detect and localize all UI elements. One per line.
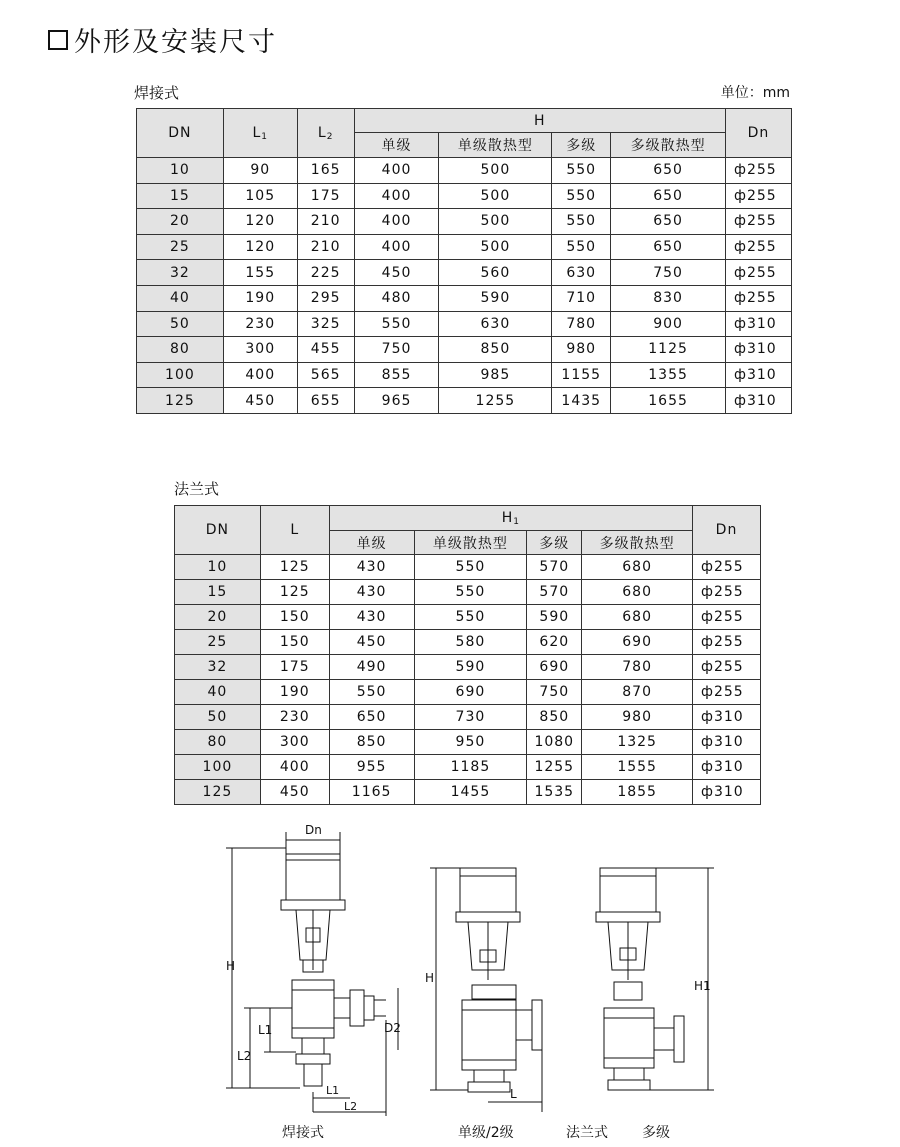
table-cell: ф255 bbox=[693, 555, 761, 580]
table-row bbox=[175, 780, 761, 805]
flanged-section-label: 法兰式 bbox=[174, 480, 220, 498]
table-cell: 190 bbox=[260, 680, 329, 705]
table-cell: ф255 bbox=[725, 234, 791, 260]
table-cell: ф255 bbox=[693, 680, 761, 705]
table-cell: 590 bbox=[439, 285, 552, 311]
col-header-single-cool: 单级散热型 bbox=[439, 133, 552, 158]
table-cell: 655 bbox=[297, 388, 354, 414]
table-cell: 1535 bbox=[527, 780, 582, 805]
table-cell: 980 bbox=[582, 705, 693, 730]
table-cell: 430 bbox=[329, 580, 414, 605]
table-cell: 100 bbox=[175, 755, 261, 780]
col-header-multi-cool: 多级散热型 bbox=[611, 133, 726, 158]
table-cell: 295 bbox=[297, 285, 354, 311]
table-cell: 550 bbox=[354, 311, 439, 337]
caption-single-2stage: 单级/2级 bbox=[458, 1125, 514, 1141]
dim-l1-label: L1 bbox=[258, 1023, 273, 1037]
table-cell: 570 bbox=[527, 555, 582, 580]
table-cell: 455 bbox=[297, 337, 354, 363]
table-cell: 450 bbox=[260, 780, 329, 805]
col-header-dn: DN bbox=[137, 109, 224, 158]
col-header-dn-diameter: Dn bbox=[725, 109, 791, 158]
table-cell: 750 bbox=[354, 337, 439, 363]
table-row bbox=[137, 311, 792, 337]
table-cell: 780 bbox=[582, 655, 693, 680]
table-cell: 400 bbox=[354, 158, 439, 184]
table-cell: ф255 bbox=[693, 580, 761, 605]
table-cell: 300 bbox=[260, 730, 329, 755]
table-cell: 680 bbox=[582, 580, 693, 605]
table-cell: 150 bbox=[260, 630, 329, 655]
table-cell: 680 bbox=[582, 555, 693, 580]
table-cell: ф255 bbox=[725, 209, 791, 235]
table-cell: 1555 bbox=[582, 755, 693, 780]
table-cell: 210 bbox=[297, 234, 354, 260]
table-cell: 590 bbox=[414, 655, 527, 680]
table-cell: 850 bbox=[527, 705, 582, 730]
table-cell: 690 bbox=[582, 630, 693, 655]
table-cell: 500 bbox=[439, 234, 552, 260]
checkbox-square-icon bbox=[48, 30, 68, 50]
table-cell: 1185 bbox=[414, 755, 527, 780]
table-row bbox=[175, 705, 761, 730]
dim-h-label-2: H bbox=[425, 971, 435, 985]
col-header-dn-diameter: Dn bbox=[693, 506, 761, 555]
table-cell: ф310 bbox=[725, 362, 791, 388]
table-cell: 500 bbox=[439, 158, 552, 184]
table-cell: 80 bbox=[175, 730, 261, 755]
table-cell: 955 bbox=[329, 755, 414, 780]
table-cell: 120 bbox=[223, 234, 297, 260]
table-cell: 1125 bbox=[611, 337, 726, 363]
table-cell: 1855 bbox=[582, 780, 693, 805]
table-cell: 40 bbox=[175, 680, 261, 705]
table-cell: 230 bbox=[223, 311, 297, 337]
table-cell: 985 bbox=[439, 362, 552, 388]
table-row bbox=[137, 260, 792, 286]
table-cell: 325 bbox=[297, 311, 354, 337]
col-header-multi: 多级 bbox=[527, 531, 582, 555]
col-header-single: 单级 bbox=[329, 531, 414, 555]
table-cell: 870 bbox=[582, 680, 693, 705]
table-cell: 850 bbox=[439, 337, 552, 363]
table-cell: 155 bbox=[223, 260, 297, 286]
table-cell: 10 bbox=[137, 158, 224, 184]
page-title-text: 外形及安装尺寸 bbox=[74, 27, 277, 58]
table-cell: 50 bbox=[175, 705, 261, 730]
table-cell: 650 bbox=[611, 183, 726, 209]
table-cell: 190 bbox=[223, 285, 297, 311]
table-cell: 210 bbox=[297, 209, 354, 235]
table-cell: ф310 bbox=[725, 388, 791, 414]
table-cell: 90 bbox=[223, 158, 297, 184]
welded-dimension-table bbox=[136, 108, 792, 414]
table-cell: ф310 bbox=[693, 705, 761, 730]
table-cell: 730 bbox=[414, 705, 527, 730]
table-cell: 680 bbox=[582, 605, 693, 630]
table-cell: ф255 bbox=[693, 655, 761, 680]
table-cell: ф255 bbox=[725, 285, 791, 311]
welded-valve-drawing bbox=[226, 823, 401, 1116]
table-cell: ф310 bbox=[693, 730, 761, 755]
table-cell: 1355 bbox=[611, 362, 726, 388]
table-cell: 1080 bbox=[527, 730, 582, 755]
table-cell: 400 bbox=[223, 362, 297, 388]
table-cell: 125 bbox=[260, 555, 329, 580]
page-title bbox=[48, 20, 277, 59]
table-row bbox=[175, 555, 761, 580]
table-cell: 550 bbox=[552, 234, 611, 260]
table-row bbox=[137, 209, 792, 235]
table-cell: ф310 bbox=[693, 755, 761, 780]
table-cell: 125 bbox=[175, 780, 261, 805]
table-cell: 400 bbox=[354, 183, 439, 209]
table-cell: 630 bbox=[439, 311, 552, 337]
table-cell: 10 bbox=[175, 555, 261, 580]
table-cell: 430 bbox=[329, 605, 414, 630]
col-header-multi: 多级 bbox=[552, 133, 611, 158]
table-cell: ф310 bbox=[725, 337, 791, 363]
table-cell: 175 bbox=[260, 655, 329, 680]
table-cell: 560 bbox=[439, 260, 552, 286]
table-cell: 500 bbox=[439, 183, 552, 209]
table-cell: 780 bbox=[552, 311, 611, 337]
col-header-l2: $L_2$ bbox=[297, 109, 354, 158]
table-cell: 1455 bbox=[414, 780, 527, 805]
table-cell: 630 bbox=[552, 260, 611, 286]
table-cell: 965 bbox=[354, 388, 439, 414]
table-cell: 855 bbox=[354, 362, 439, 388]
table-cell: 490 bbox=[329, 655, 414, 680]
table-row bbox=[137, 362, 792, 388]
table-cell: 650 bbox=[329, 705, 414, 730]
table-cell: 125 bbox=[260, 580, 329, 605]
table-cell: 690 bbox=[414, 680, 527, 705]
col-header-dn: DN bbox=[175, 506, 261, 555]
table-cell: 450 bbox=[354, 260, 439, 286]
table-cell: 500 bbox=[439, 209, 552, 235]
dim-d2-label: D2 bbox=[384, 1021, 401, 1035]
table-cell: 620 bbox=[527, 630, 582, 655]
table-cell: ф255 bbox=[725, 260, 791, 286]
table-cell: 400 bbox=[354, 209, 439, 235]
dim-h1-label: H1 bbox=[694, 979, 711, 993]
table-cell: 20 bbox=[175, 605, 261, 630]
table-cell: ф255 bbox=[693, 605, 761, 630]
table-row bbox=[175, 730, 761, 755]
table-row bbox=[137, 183, 792, 209]
table-cell: 32 bbox=[175, 655, 261, 680]
table-cell: 100 bbox=[137, 362, 224, 388]
table-row bbox=[175, 680, 761, 705]
welded-section-label: 焊接式 bbox=[134, 84, 180, 102]
table-cell: 550 bbox=[552, 158, 611, 184]
caption-multi: 多级 bbox=[642, 1125, 670, 1141]
table-row bbox=[137, 388, 792, 414]
valve-dimension-drawing bbox=[0, 820, 900, 1147]
table-cell: 750 bbox=[611, 260, 726, 286]
table-cell: 150 bbox=[260, 605, 329, 630]
table-cell: 165 bbox=[297, 158, 354, 184]
table-row bbox=[137, 158, 792, 184]
table-cell: 125 bbox=[137, 388, 224, 414]
table-cell: 1655 bbox=[611, 388, 726, 414]
table-cell: 750 bbox=[527, 680, 582, 705]
table-row bbox=[137, 285, 792, 311]
dim-dn-label: Dn bbox=[305, 823, 322, 837]
table-row bbox=[175, 605, 761, 630]
table-cell: 25 bbox=[175, 630, 261, 655]
caption-flanged: 法兰式 bbox=[566, 1125, 608, 1141]
table-cell: 550 bbox=[414, 555, 527, 580]
table-cell: 1255 bbox=[527, 755, 582, 780]
table-cell: 550 bbox=[329, 680, 414, 705]
table-cell: 950 bbox=[414, 730, 527, 755]
table-cell: 400 bbox=[260, 755, 329, 780]
table-cell: 690 bbox=[527, 655, 582, 680]
dim-h-label: H bbox=[226, 959, 236, 973]
table-cell: 450 bbox=[223, 388, 297, 414]
table-cell: 580 bbox=[414, 630, 527, 655]
table-cell: 105 bbox=[223, 183, 297, 209]
table-cell: 225 bbox=[297, 260, 354, 286]
dim-l2-label: L2 bbox=[237, 1049, 252, 1063]
table-cell: 1325 bbox=[582, 730, 693, 755]
table-cell: 1165 bbox=[329, 780, 414, 805]
dim-l-label: L bbox=[510, 1087, 517, 1101]
table-cell: 120 bbox=[223, 209, 297, 235]
unit-label: 单位：mm bbox=[720, 85, 790, 101]
table-cell: 570 bbox=[527, 580, 582, 605]
col-header-single-cool: 单级散热型 bbox=[414, 531, 527, 555]
table-cell: ф255 bbox=[725, 183, 791, 209]
table-cell: 850 bbox=[329, 730, 414, 755]
table-cell: 32 bbox=[137, 260, 224, 286]
table-cell: 300 bbox=[223, 337, 297, 363]
multi-stage-valve-drawing bbox=[596, 868, 714, 1090]
table-cell: ф310 bbox=[693, 780, 761, 805]
col-header-h: H bbox=[354, 109, 725, 133]
table-cell: 1155 bbox=[552, 362, 611, 388]
col-header-multi-cool: 多级散热型 bbox=[582, 531, 693, 555]
table-cell: 175 bbox=[297, 183, 354, 209]
col-header-l: L bbox=[260, 506, 329, 555]
table-cell: 650 bbox=[611, 234, 726, 260]
table-cell: 550 bbox=[552, 183, 611, 209]
table-cell: 650 bbox=[611, 158, 726, 184]
table-cell: 550 bbox=[414, 580, 527, 605]
table-cell: 1255 bbox=[439, 388, 552, 414]
table-cell: 15 bbox=[137, 183, 224, 209]
table-cell: 980 bbox=[552, 337, 611, 363]
table-row bbox=[175, 580, 761, 605]
single-stage-valve-drawing bbox=[425, 868, 542, 1112]
table-cell: 1435 bbox=[552, 388, 611, 414]
table-row bbox=[175, 655, 761, 680]
table-cell: 80 bbox=[137, 337, 224, 363]
dim-bottom-l2-label: L2 bbox=[344, 1100, 358, 1113]
table-cell: 15 bbox=[175, 580, 261, 605]
table-row bbox=[137, 234, 792, 260]
table-cell: 830 bbox=[611, 285, 726, 311]
table-cell: 650 bbox=[611, 209, 726, 235]
table-cell: 480 bbox=[354, 285, 439, 311]
table-cell: 710 bbox=[552, 285, 611, 311]
table-cell: 450 bbox=[329, 630, 414, 655]
table-row bbox=[137, 337, 792, 363]
table-cell: 50 bbox=[137, 311, 224, 337]
table-cell: 565 bbox=[297, 362, 354, 388]
table-cell: 40 bbox=[137, 285, 224, 311]
col-header-h1: $H_1$ bbox=[329, 506, 692, 531]
table-cell: 550 bbox=[552, 209, 611, 235]
table-cell: ф255 bbox=[693, 630, 761, 655]
table-cell: ф255 bbox=[725, 158, 791, 184]
table-cell: 25 bbox=[137, 234, 224, 260]
table-cell: 550 bbox=[414, 605, 527, 630]
dim-bottom-l1-label: L1 bbox=[326, 1084, 340, 1097]
table-cell: ф310 bbox=[725, 311, 791, 337]
flanged-dimension-table bbox=[174, 505, 761, 805]
table-cell: 230 bbox=[260, 705, 329, 730]
table-cell: 400 bbox=[354, 234, 439, 260]
table-cell: 430 bbox=[329, 555, 414, 580]
col-header-l1: $L_1$ bbox=[223, 109, 297, 158]
col-header-single: 单级 bbox=[354, 133, 439, 158]
caption-welded: 焊接式 bbox=[282, 1125, 324, 1141]
table-row bbox=[175, 755, 761, 780]
table-row bbox=[175, 630, 761, 655]
table-cell: 590 bbox=[527, 605, 582, 630]
table-cell: 900 bbox=[611, 311, 726, 337]
table-cell: 20 bbox=[137, 209, 224, 235]
